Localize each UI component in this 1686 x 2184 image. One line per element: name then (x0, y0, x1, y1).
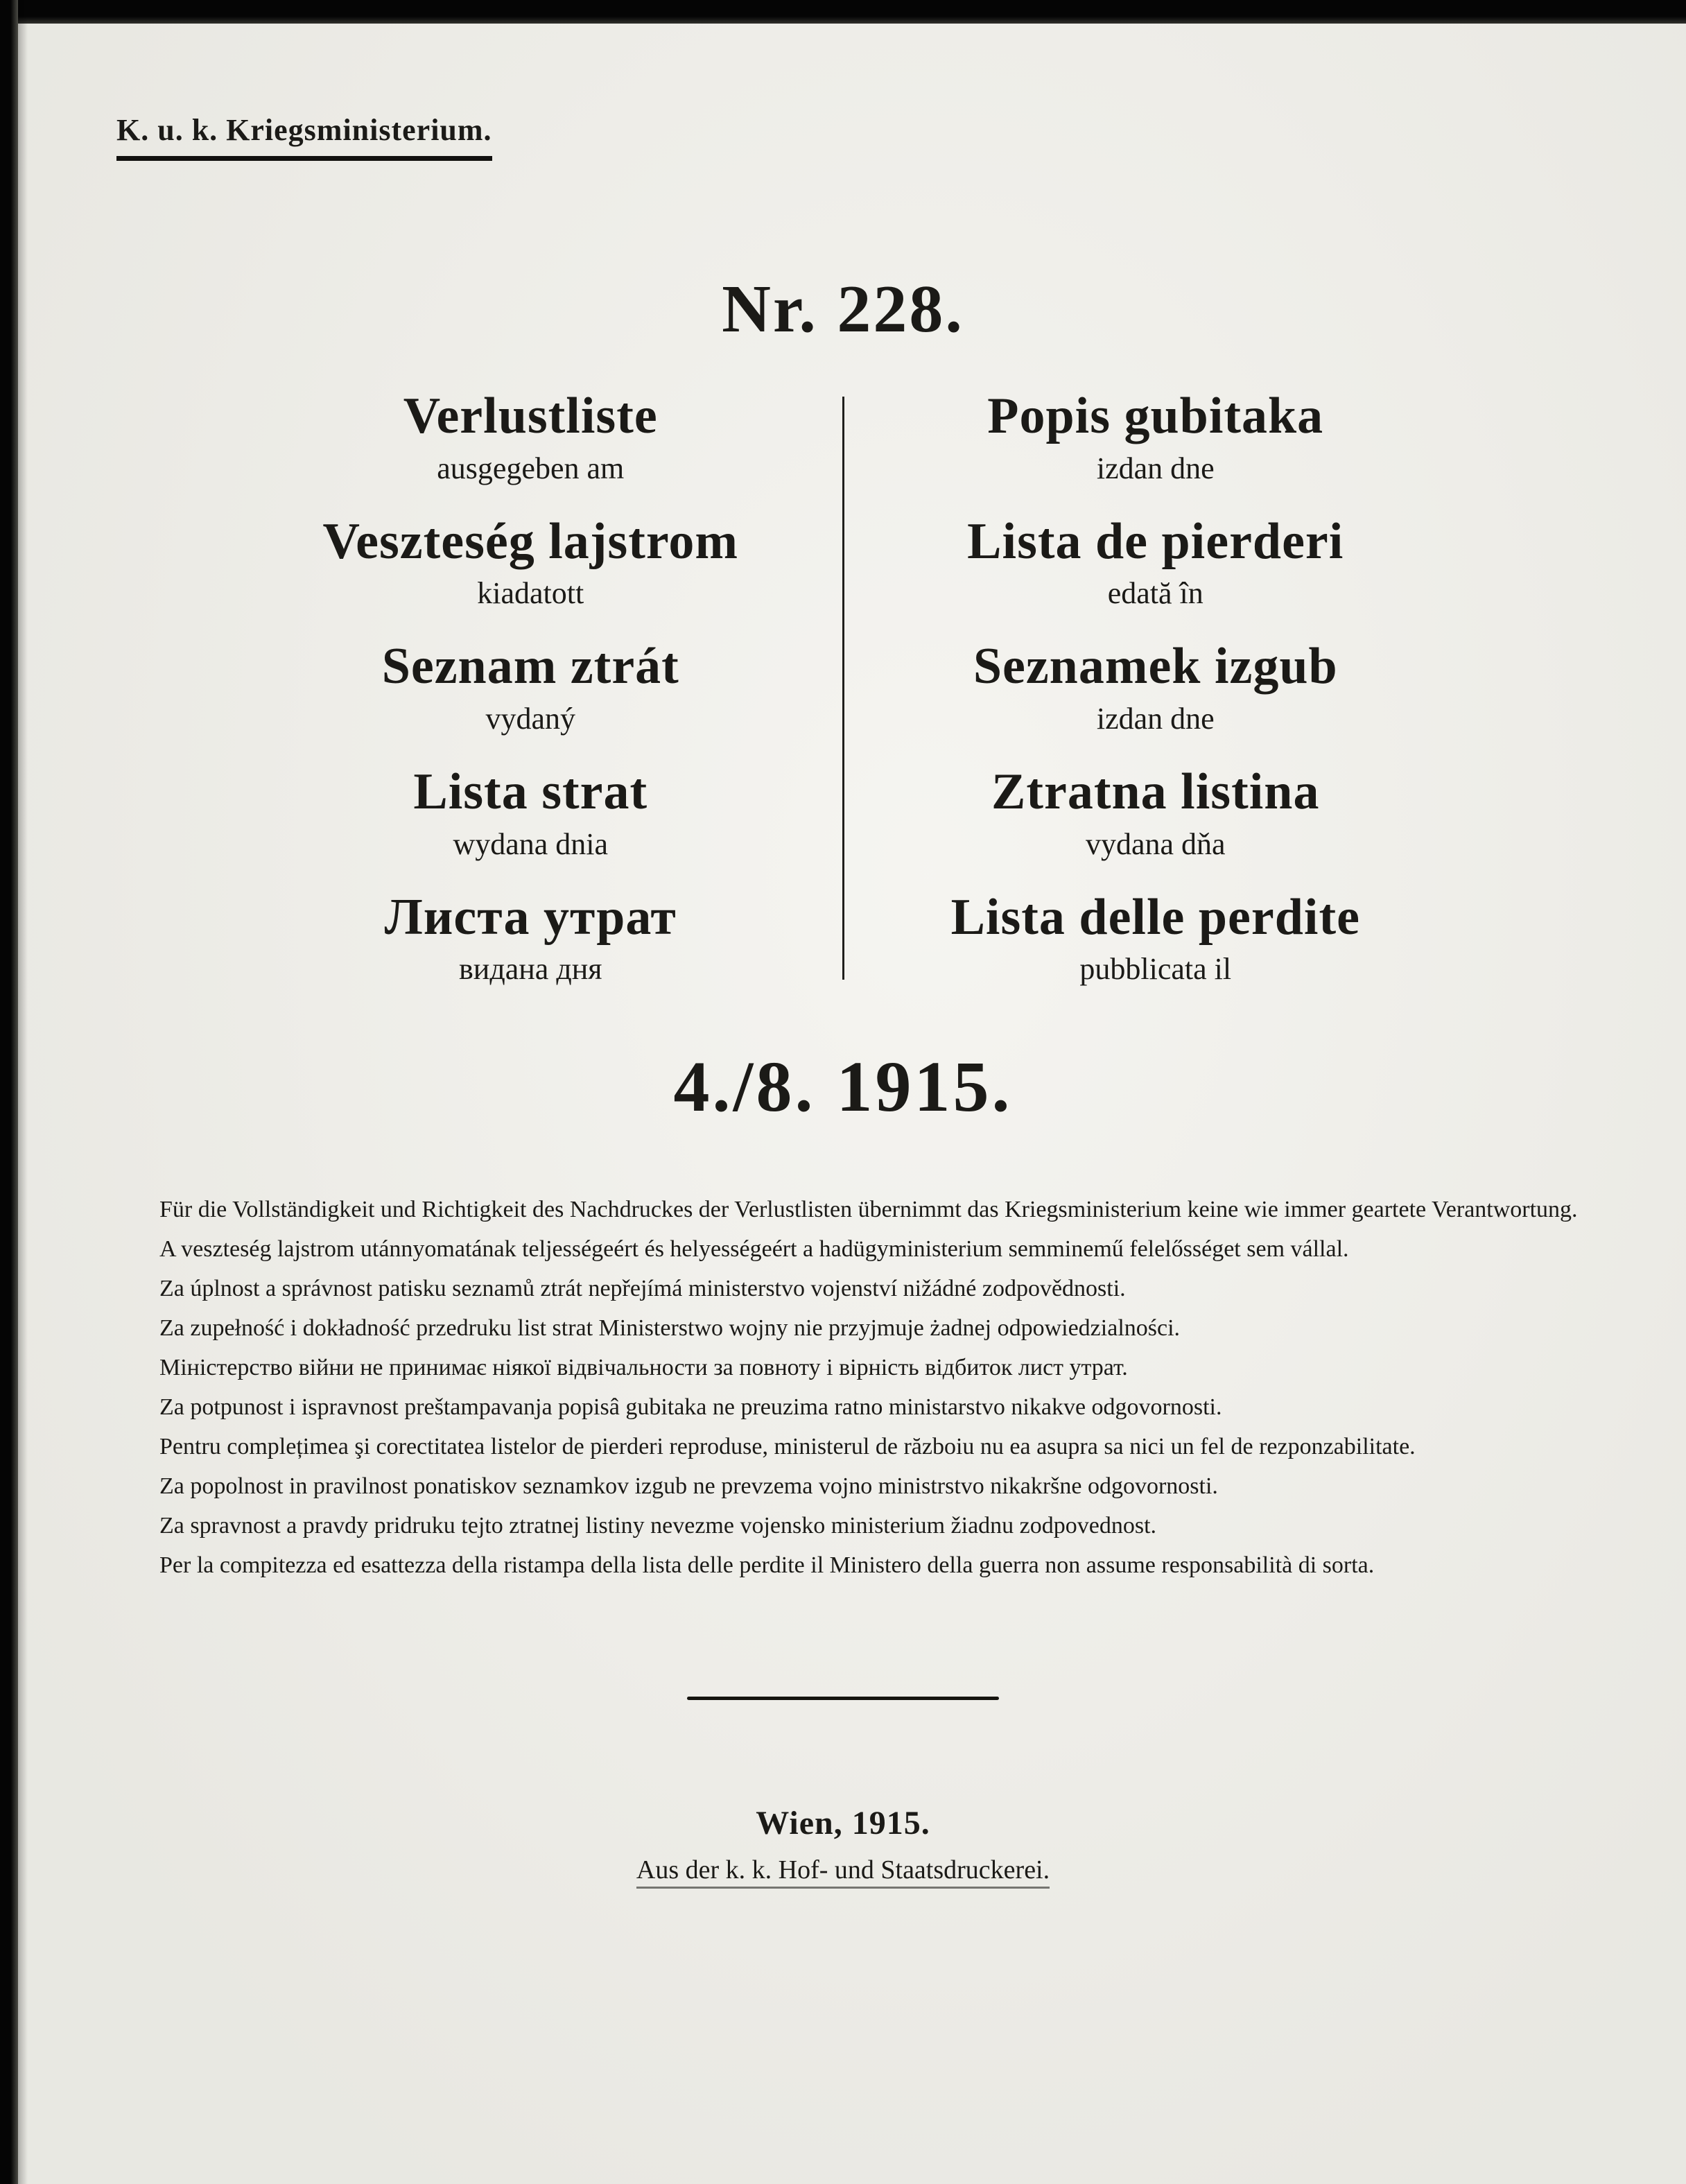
disclaimer-paragraph-ukrainian: Міністерство війни не принимає ніякої відвічальности за повноту і вірність відбиток лист утрат. (159, 1355, 1128, 1381)
disclaimer-paragraph-hungarian: A veszteség lajstrom utánnyomatának teljességeért és helyességeért a hadügyministerium semminemű felelősséget sem vállal. (159, 1236, 1349, 1263)
footer-printer: Aus der k. k. Hof- und Staatsdruckerei. (636, 1855, 1050, 1889)
title-text: Lista de pierderi (967, 512, 1344, 570)
title-block-slovenian (844, 640, 1468, 736)
disclaimer-paragraph-croatian: Za potpunost i ispravnost preštampavanja popisâ gubitaka ne preuzima ratno ministarstvo nikakve odgovornosti. (159, 1394, 1222, 1420)
title-text: Seznamek izgub (973, 638, 1338, 695)
disclaimer-paragraph-slovenian: Za popolnost in pravilnost ponatiskov seznamkov izgub ne prevzema vojno ministrstvo nikakršne odgovornosti. (159, 1473, 1218, 1499)
title-block-czech (219, 640, 842, 736)
title-block-romanian (844, 512, 1468, 612)
title-text: Veszteség lajstrom (322, 512, 739, 570)
ministry-header: K. u. k. Kriegsministerium. (116, 112, 492, 161)
subtitle-text: vydaný (485, 702, 576, 736)
title-block-ukrainian (219, 888, 842, 987)
subtitle-text: izdan dne (1096, 451, 1215, 485)
disclaimer-paragraph-italian: Per la compitezza ed esattezza della ristampa della lista delle perdite il Ministero della guerra non assume responsabilità di sorta. (159, 1552, 1375, 1578)
title-block-hungarian (219, 512, 842, 612)
title-text: Листа утрат (384, 888, 677, 946)
issue-number: Nr. 228. (722, 272, 964, 347)
title-block-german (219, 390, 842, 486)
title-text: Seznam ztrát (381, 638, 679, 695)
title-text: Lista delle perdite (950, 888, 1360, 946)
document-content (0, 270, 1686, 1889)
title-block-slovak (844, 765, 1468, 862)
footer-printer-wrap (0, 1842, 1686, 1889)
footer (0, 1804, 1686, 1889)
subtitle-text: pubblicata il (1079, 952, 1232, 987)
disclaimer-paragraph-czech: Za úplnost a správnost patisku seznamů ztrát nepřejímá ministerstvo vojenství nižádné zodpovědnosti. (159, 1276, 1126, 1302)
subtitle-text: kiadatott (477, 576, 584, 611)
subtitle-text: ausgegeben am (437, 451, 625, 485)
title-text: Popis gubitaka (987, 388, 1324, 444)
separator-rule (687, 1697, 999, 1700)
title-columns (219, 390, 1467, 987)
scan-edge-top (0, 0, 1686, 24)
disclaimer-paragraph-slovak: Za spravnost a pravdy pridruku tejto ztratnej listiny nevezme vojensko ministerium žiadnu zodpovednost. (159, 1512, 1157, 1539)
disclaimer-section (76, 1194, 1610, 1581)
title-text: Verlustliste (403, 388, 658, 444)
title-block-croatian (844, 390, 1468, 486)
subtitle-text: izdan dne (1096, 702, 1215, 736)
title-text: Lista strat (413, 763, 648, 821)
title-block-italian (844, 888, 1468, 987)
subtitle-text: vydana dňa (1085, 826, 1226, 861)
title-block-polish (219, 765, 842, 862)
subtitle-text: edată în (1107, 576, 1203, 611)
footer-city-year: Wien, 1915. (756, 1804, 930, 1841)
disclaimer-paragraph-romanian: Pentru complețimea şi corectitatea listelor de pierderi reproduse, ministerul de războiu nu ea asupra sa nici un fel de rezponzabilitate. (159, 1433, 1416, 1459)
issue-date: 4./8. 1915. (673, 1047, 1013, 1127)
subtitle-text: видана дня (459, 952, 602, 987)
column-left (219, 390, 842, 987)
disclaimer-paragraph-german: Für die Vollständigkeit und Richtigkeit des Nachdruckes der Verlustlisten übernimmt das Kriegsministerium keine wie immer geartete Verantwortung. (159, 1197, 1578, 1223)
subtitle-text: wydana dnia (453, 826, 609, 861)
column-right (844, 390, 1468, 987)
title-text: Ztratna listina (991, 763, 1320, 821)
disclaimer-paragraph-polish: Za zupełność i dokładność przedruku list strat Ministerstwo wojny nie przyjmuje żadnej odpowiedzialności. (159, 1315, 1181, 1342)
